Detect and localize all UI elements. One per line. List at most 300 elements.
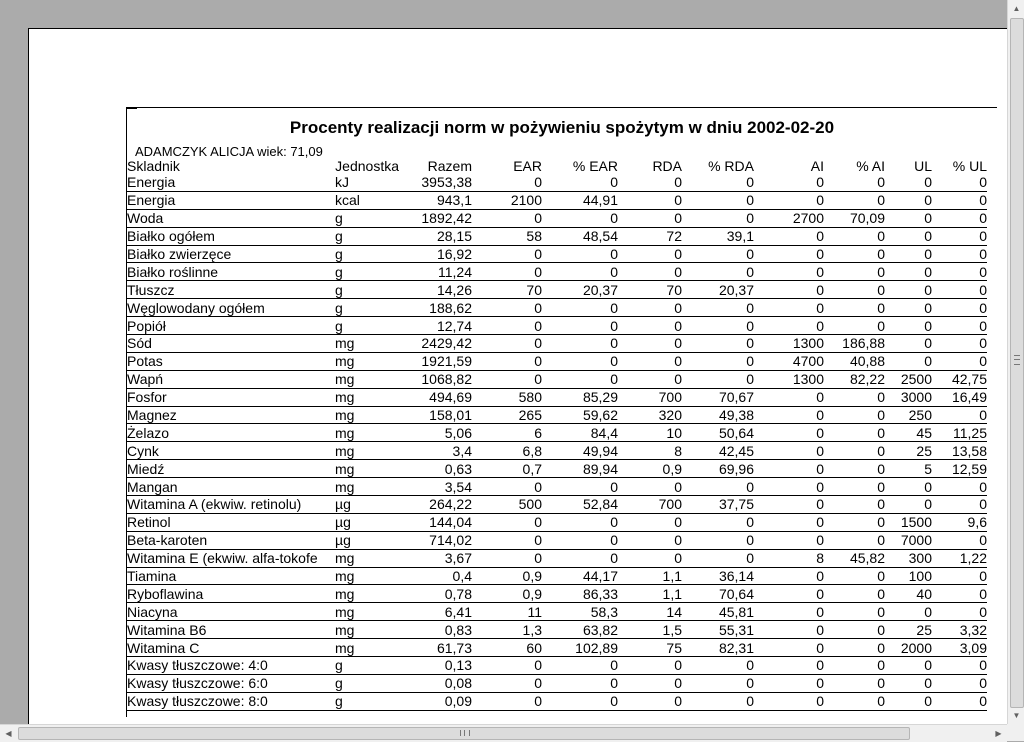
horizontal-scrollbar[interactable] [0, 724, 1007, 742]
column-header: RDA [652, 159, 682, 174]
value-cell: 0 [824, 460, 885, 478]
value-cell: 0 [618, 531, 682, 549]
value-cell: 0 [472, 317, 542, 335]
value-cell: 0,4 [399, 567, 472, 585]
table-row [127, 657, 987, 675]
unit-cell: mg [332, 639, 399, 657]
value-cell: 0,9 [472, 567, 542, 585]
value-cell: 3,54 [399, 478, 472, 496]
value-cell: 12,74 [399, 317, 472, 335]
unit-cell: g [332, 245, 399, 263]
report-title: Procenty realizacji norm w pożywieniu spożytym w dniu 2002-02-20 [289, 118, 835, 137]
value-cell: 0 [618, 263, 682, 281]
unit-cell: g [332, 299, 399, 317]
unit-cell: g [332, 281, 399, 299]
value-cell: 0 [618, 513, 682, 531]
table-row [127, 460, 987, 478]
value-cell: 49,38 [682, 406, 754, 424]
value-cell: 0 [682, 174, 754, 191]
value-cell: 0 [824, 621, 885, 639]
scroll-left-icon[interactable]: ◀ [5, 729, 12, 738]
value-cell: 0 [885, 335, 932, 353]
value-cell: 0 [472, 299, 542, 317]
value-cell: 0,9 [618, 460, 682, 478]
value-cell: 0 [618, 317, 682, 335]
value-cell: 10 [618, 424, 682, 442]
unit-cell: g [332, 209, 399, 227]
nutrient-table [127, 159, 987, 711]
table-row [127, 317, 987, 335]
value-cell: 0 [824, 424, 885, 442]
value-cell: 0 [754, 460, 824, 478]
value-cell: 0 [682, 513, 754, 531]
value-cell: 0 [682, 692, 754, 710]
value-cell: 0 [824, 674, 885, 692]
value-cell: 0 [618, 191, 682, 209]
value-cell: 1068,82 [399, 370, 472, 388]
value-cell: 0 [542, 531, 618, 549]
value-cell: 0 [472, 335, 542, 353]
value-cell: 0 [618, 209, 682, 227]
column-header: Razem [427, 159, 472, 174]
value-cell: 84,4 [542, 424, 618, 442]
value-cell: 0 [472, 513, 542, 531]
value-cell: 0 [542, 299, 618, 317]
value-cell: 0 [932, 496, 987, 514]
value-cell: 0 [682, 245, 754, 263]
value-cell: 0 [754, 567, 824, 585]
value-cell: 102,89 [542, 639, 618, 657]
value-cell: 3953,38 [399, 174, 472, 191]
value-cell: 0 [824, 263, 885, 281]
value-cell: 0 [932, 317, 987, 335]
table-row [127, 692, 987, 710]
value-cell: 0 [885, 657, 932, 675]
scroll-down-icon[interactable]: ▼ [1012, 711, 1021, 720]
value-cell: 69,96 [682, 460, 754, 478]
table-row [127, 478, 987, 496]
value-cell: 36,14 [682, 567, 754, 585]
value-cell: 48,54 [542, 227, 618, 245]
value-cell: 0 [542, 335, 618, 353]
value-cell: 0 [885, 692, 932, 710]
value-cell: 0 [542, 174, 618, 191]
vertical-scroll-thumb[interactable] [1010, 18, 1024, 708]
table-row [127, 227, 987, 245]
value-cell: 0 [472, 352, 542, 370]
value-cell: 1921,59 [399, 352, 472, 370]
nutrient-name-cell: Magnez [127, 406, 332, 424]
unit-cell: µg [332, 496, 399, 514]
value-cell: 0 [754, 245, 824, 263]
nutrient-name-cell: Energia [127, 174, 332, 191]
value-cell: 144,04 [399, 513, 472, 531]
value-cell: 0 [754, 603, 824, 621]
value-cell: 0 [542, 513, 618, 531]
value-cell: 0 [885, 227, 932, 245]
value-cell: 0 [885, 191, 932, 209]
nutrient-name-cell: Tłuszcz [127, 281, 332, 299]
value-cell: 0 [932, 567, 987, 585]
value-cell: 0 [754, 657, 824, 675]
value-cell: 60 [472, 639, 542, 657]
value-cell: 0 [542, 674, 618, 692]
value-cell: 0 [542, 209, 618, 227]
value-cell: 45 [885, 424, 932, 442]
value-cell: 0 [824, 281, 885, 299]
value-cell: 0 [885, 245, 932, 263]
value-cell: 0 [824, 317, 885, 335]
value-cell: 49,94 [542, 442, 618, 460]
value-cell: 0 [824, 603, 885, 621]
value-cell: 9,6 [932, 513, 987, 531]
value-cell: 100 [885, 567, 932, 585]
value-cell: 40 [885, 585, 932, 603]
value-cell: 0 [754, 388, 824, 406]
value-cell: 0 [932, 174, 987, 191]
unit-cell: mg [332, 478, 399, 496]
table-row [127, 370, 987, 388]
value-cell: 5 [885, 460, 932, 478]
value-cell: 0 [932, 299, 987, 317]
table-row [127, 299, 987, 317]
value-cell: 11,25 [932, 424, 987, 442]
value-cell: 8 [618, 442, 682, 460]
column-header: % AI [856, 159, 885, 174]
value-cell: 70 [618, 281, 682, 299]
value-cell: 0 [618, 478, 682, 496]
nutrient-name-cell: Białko zwierzęce [127, 245, 332, 263]
value-cell: 6,41 [399, 603, 472, 621]
value-cell: 0 [932, 209, 987, 227]
value-cell: 50,64 [682, 424, 754, 442]
nutrient-name-cell: Białko ogółem [127, 227, 332, 245]
value-cell: 250 [885, 406, 932, 424]
value-cell: 0 [824, 496, 885, 514]
value-cell: 28,15 [399, 227, 472, 245]
value-cell: 0 [542, 657, 618, 675]
value-cell: 0 [932, 585, 987, 603]
value-cell: 0 [618, 245, 682, 263]
value-cell: 0 [932, 406, 987, 424]
value-cell: 0 [754, 299, 824, 317]
table-row [127, 352, 987, 370]
value-cell: 3000 [885, 388, 932, 406]
value-cell: 0 [682, 531, 754, 549]
value-cell: 0 [932, 478, 987, 496]
value-cell: 44,91 [542, 191, 618, 209]
value-cell: 0 [932, 352, 987, 370]
value-cell: 0 [885, 496, 932, 514]
value-cell: 0 [932, 692, 987, 710]
value-cell: 2000 [885, 639, 932, 657]
value-cell: 0 [754, 674, 824, 692]
column-header: EAR [513, 159, 542, 174]
column-header: % UL [952, 159, 987, 174]
value-cell: 0 [885, 281, 932, 299]
nutrient-name-cell: Białko roślinne [127, 263, 332, 281]
value-cell: 0 [824, 639, 885, 657]
value-cell: 0 [542, 352, 618, 370]
table-row [127, 513, 987, 531]
value-cell: 0 [618, 674, 682, 692]
nutrient-name-cell: Energia [127, 191, 332, 209]
value-cell: 44,17 [542, 567, 618, 585]
value-cell: 0 [682, 352, 754, 370]
value-cell: 0 [824, 531, 885, 549]
value-cell: 0 [885, 478, 932, 496]
table-row [127, 263, 987, 281]
value-cell: 0 [472, 174, 542, 191]
scroll-right-icon[interactable]: ▶ [995, 729, 1002, 738]
scroll-up-icon[interactable]: ▲ [1012, 4, 1021, 13]
value-cell: 42,75 [932, 370, 987, 388]
value-cell: 25 [885, 621, 932, 639]
value-cell: 0,08 [399, 674, 472, 692]
value-cell: 0,78 [399, 585, 472, 603]
table-row [127, 531, 987, 549]
nutrient-name-cell: Witamina C [127, 639, 332, 657]
table-row [127, 639, 987, 657]
value-cell: 0 [824, 388, 885, 406]
nutrient-name-cell: Żelazo [127, 424, 332, 442]
unit-cell: mg [332, 585, 399, 603]
value-cell: 89,94 [542, 460, 618, 478]
value-cell: 580 [472, 388, 542, 406]
value-cell: 72 [618, 227, 682, 245]
scrollbar-corner [1007, 724, 1024, 741]
column-header: UL [914, 159, 932, 174]
table-row [127, 549, 987, 567]
table-row [127, 174, 987, 191]
value-cell: 188,62 [399, 299, 472, 317]
value-cell: 0 [824, 585, 885, 603]
value-cell: 0 [885, 603, 932, 621]
unit-cell: mg [332, 406, 399, 424]
value-cell: 320 [618, 406, 682, 424]
value-cell: 0 [932, 335, 987, 353]
value-cell: 12,59 [932, 460, 987, 478]
value-cell: 82,22 [824, 370, 885, 388]
value-cell: 1,1 [618, 567, 682, 585]
value-cell: 0 [754, 639, 824, 657]
unit-cell: g [332, 657, 399, 675]
table-row [127, 209, 987, 227]
value-cell: 0 [932, 657, 987, 675]
nutrient-name-cell: Niacyna [127, 603, 332, 621]
value-cell: 0 [472, 209, 542, 227]
value-cell: 0 [932, 263, 987, 281]
value-cell: 0 [472, 674, 542, 692]
unit-cell: mg [332, 370, 399, 388]
unit-cell: mg [332, 352, 399, 370]
value-cell: 0,09 [399, 692, 472, 710]
unit-cell: g [332, 674, 399, 692]
value-cell: 0 [682, 674, 754, 692]
column-header: Skladnik [127, 159, 180, 174]
value-cell: 0 [682, 478, 754, 496]
vertical-scrollbar[interactable] [1007, 0, 1024, 724]
nutrient-name-cell: Popiół [127, 317, 332, 335]
value-cell: 59,62 [542, 406, 618, 424]
value-cell: 0 [885, 299, 932, 317]
value-cell: 61,73 [399, 639, 472, 657]
value-cell: 2429,42 [399, 335, 472, 353]
nutrient-name-cell: Fosfor [127, 388, 332, 406]
value-cell: 63,82 [542, 621, 618, 639]
value-cell: 25 [885, 442, 932, 460]
value-cell: 13,58 [932, 442, 987, 460]
value-cell: 0 [542, 245, 618, 263]
value-cell: 4700 [754, 352, 824, 370]
value-cell: 45,81 [682, 603, 754, 621]
value-cell: 0 [754, 531, 824, 549]
value-cell: 0 [472, 657, 542, 675]
value-cell: 0 [754, 621, 824, 639]
value-cell: 0 [824, 478, 885, 496]
value-cell: 85,29 [542, 388, 618, 406]
value-cell: 16,92 [399, 245, 472, 263]
nutrient-name-cell: Potas [127, 352, 332, 370]
table-row [127, 585, 987, 603]
value-cell: 0 [542, 692, 618, 710]
table-row [127, 281, 987, 299]
nutrient-name-cell: Witamina B6 [127, 621, 332, 639]
unit-cell: mg [332, 549, 399, 567]
value-cell: 20,37 [542, 281, 618, 299]
nutrient-name-cell: Cynk [127, 442, 332, 460]
value-cell: 1,1 [618, 585, 682, 603]
value-cell: 14 [618, 603, 682, 621]
column-header: Jednostka [335, 159, 399, 174]
value-cell: 0 [824, 513, 885, 531]
table-row [127, 674, 987, 692]
table-row [127, 335, 987, 353]
nutrient-name-cell: Kwasy tłuszczowe: 6:0 [127, 674, 332, 692]
value-cell: 52,84 [542, 496, 618, 514]
nutrient-name-cell: Węglowodany ogółem [127, 299, 332, 317]
value-cell: 943,1 [399, 191, 472, 209]
value-cell: 0 [754, 174, 824, 191]
value-cell: 86,33 [542, 585, 618, 603]
value-cell: 0 [682, 317, 754, 335]
nutrient-name-cell: Beta-karoten [127, 531, 332, 549]
value-cell: 0 [932, 191, 987, 209]
value-cell: 1,3 [472, 621, 542, 639]
nutrient-name-cell: Kwasy tłuszczowe: 4:0 [127, 657, 332, 675]
horizontal-scroll-thumb[interactable] [18, 727, 910, 740]
nutrient-name-cell: Miedź [127, 460, 332, 478]
value-cell: 0 [932, 531, 987, 549]
nutrient-name-cell: Sód [127, 335, 332, 353]
value-cell: 0 [824, 299, 885, 317]
value-cell: 0,83 [399, 621, 472, 639]
value-cell: 0 [885, 209, 932, 227]
nutrient-name-cell: Ryboflawina [127, 585, 332, 603]
value-cell: 0 [932, 227, 987, 245]
value-cell: 8 [754, 549, 824, 567]
value-cell: 700 [618, 496, 682, 514]
value-cell: 0 [472, 245, 542, 263]
column-header: % EAR [572, 159, 618, 174]
value-cell: 6,8 [472, 442, 542, 460]
value-cell: 0 [754, 227, 824, 245]
value-cell: 0 [682, 263, 754, 281]
unit-cell: mg [332, 460, 399, 478]
value-cell: 0 [618, 549, 682, 567]
value-cell: 700 [618, 388, 682, 406]
value-cell: 1500 [885, 513, 932, 531]
value-cell: 45,82 [824, 549, 885, 567]
value-cell: 0 [932, 245, 987, 263]
table-row [127, 424, 987, 442]
value-cell: 0 [885, 263, 932, 281]
value-cell: 16,49 [932, 388, 987, 406]
unit-cell: g [332, 227, 399, 245]
value-cell: 0 [682, 657, 754, 675]
value-cell: 0 [682, 209, 754, 227]
value-cell: 0 [754, 442, 824, 460]
value-cell: 265 [472, 406, 542, 424]
nutrient-name-cell: Wapń [127, 370, 332, 388]
value-cell: 264,22 [399, 496, 472, 514]
unit-cell: mg [332, 442, 399, 460]
value-cell: 0 [754, 496, 824, 514]
unit-cell: kcal [332, 191, 399, 209]
value-cell: 0 [824, 567, 885, 585]
value-cell: 20,37 [682, 281, 754, 299]
unit-cell: mg [332, 603, 399, 621]
table-header-row [127, 159, 987, 174]
value-cell: 70,09 [824, 209, 885, 227]
value-cell: 0,13 [399, 657, 472, 675]
value-cell: 0 [754, 585, 824, 603]
value-cell: 0 [618, 352, 682, 370]
unit-cell: mg [332, 621, 399, 639]
value-cell: 0 [682, 191, 754, 209]
value-cell: 0 [618, 657, 682, 675]
value-cell: 0 [754, 317, 824, 335]
value-cell: 0 [754, 191, 824, 209]
value-cell: 2700 [754, 209, 824, 227]
value-cell: 0,7 [472, 460, 542, 478]
value-cell: 1300 [754, 370, 824, 388]
value-cell: 0 [542, 549, 618, 567]
value-cell: 0 [885, 352, 932, 370]
table-row [127, 406, 987, 424]
value-cell: 0 [682, 549, 754, 567]
value-cell: 0 [885, 174, 932, 191]
nutrient-name-cell: Tiamina [127, 567, 332, 585]
value-cell: 0 [542, 370, 618, 388]
value-cell: 714,02 [399, 531, 472, 549]
value-cell: 7000 [885, 531, 932, 549]
unit-cell: µg [332, 531, 399, 549]
unit-cell: g [332, 317, 399, 335]
table-row [127, 567, 987, 585]
unit-cell: µg [332, 513, 399, 531]
value-cell: 0 [824, 191, 885, 209]
value-cell: 0 [472, 478, 542, 496]
value-cell: 0 [754, 513, 824, 531]
value-cell: 3,4 [399, 442, 472, 460]
value-cell: 1300 [754, 335, 824, 353]
value-cell: 0 [824, 174, 885, 191]
value-cell: 0 [754, 478, 824, 496]
value-cell: 0 [618, 692, 682, 710]
value-cell: 40,88 [824, 352, 885, 370]
value-cell: 0 [932, 674, 987, 692]
